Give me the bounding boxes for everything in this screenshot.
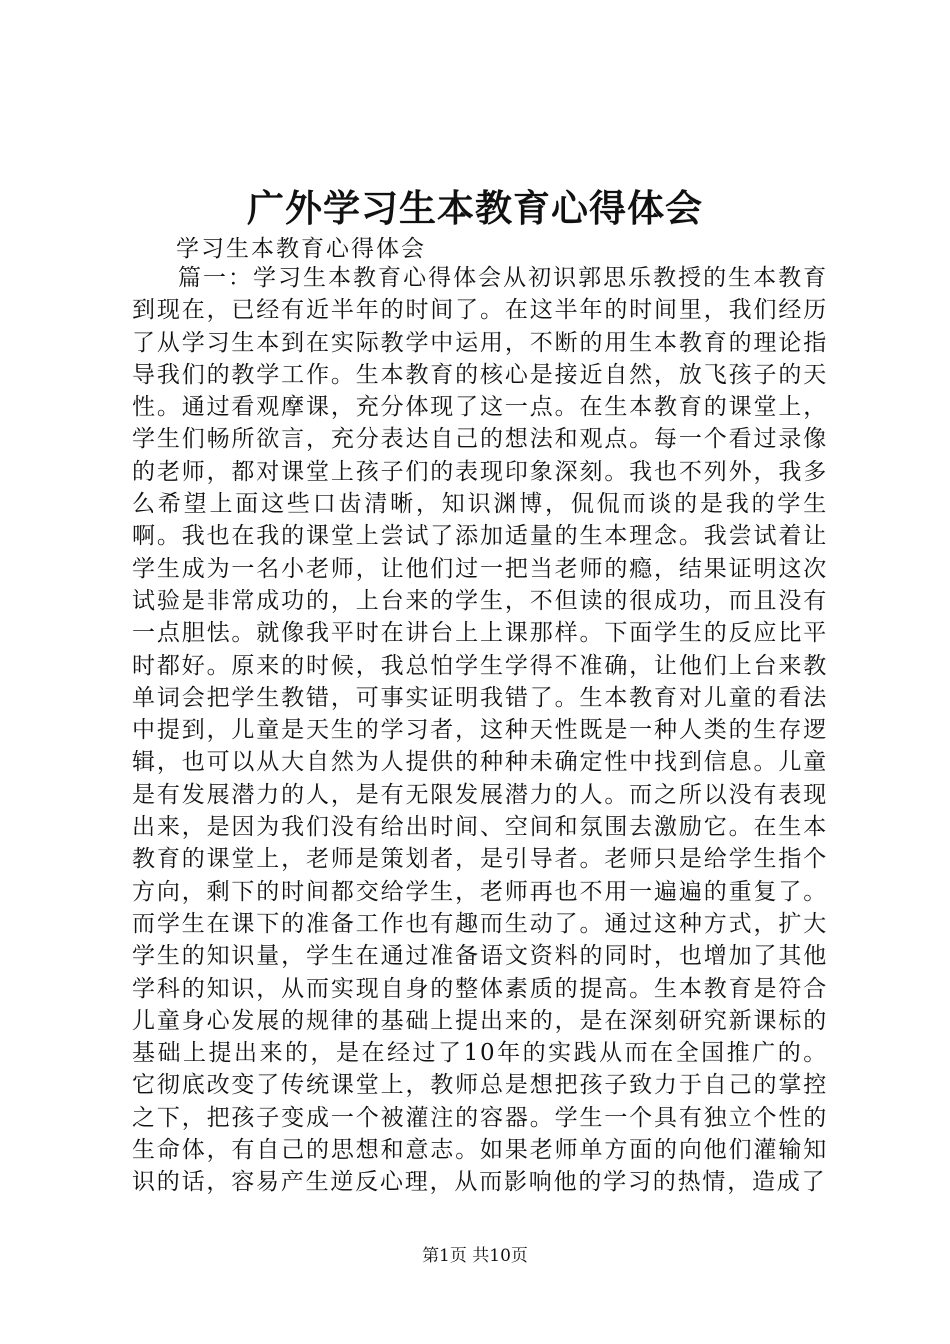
page-footer: 第1页 共10页: [422, 1246, 528, 1266]
document-title: 广外学习生本教育心得体会: [247, 186, 703, 230]
document-subheading: 学习生本教育心得体会: [176, 236, 426, 262]
body-paragraph: 篇一：学习生本教育心得体会从初识郭思乐教授的生本教育到现在，已经有近半年的时间了。在这半年的时间里，我们经历了从学习生本到在实际教学中运用，不断的用生本教育的理论指导我们的教学工作。生本教育的核心是接近自然，放飞孩子的天性。通过看观摩课，充分体现了这一点。在生本教育的课堂上，学生们畅所欲言，充分表达自己的想法和观点。每一个看过录像的老师，都对课堂上孩子们的表现印象深刻。我也不列外，我多么希望上面这些口齿清晰，知识渊博，侃侃而谈的是我的学生啊。我也在我的课堂上尝试了添加适量的生本理念。我尝试着让学生成为一名小老师，让他们过一把当老师的瘾，结果证明这次试验是非常成功的，上台来的学生，不但读的很成功，而且没有一点胆怯。就像我平时在讲台上上课那样。下面学生的反应比平时都好。原来的时候，我总怕学生学得不准确，让他们上台来教单词会把学生教错，可事实证明我错了。生本教育对儿童的看法中提到，儿童是天生的学习者，这种天性既是一种人类的生存逻辑，也可以从大自然为人提供的种种未确定性中找到信息。儿童是有发展潜力的人，是有无限发展潜力的人。而之所以没有表现出来，是因为我们没有给出时间、空间和氛围去激励它。在生本教育的课堂上，老师是策划者，是引导者。老师只是给学生指个方向，剩下的时间都交给学生，老师再也不用一遍遍的重复了。而学生在课下的准备工作也有趣而生动了。通过这种方式，扩大学生的知识量，学生在通过准备语文资料的同时，也增加了其他学科的知识，从而实现自身的整体素质的提高。生本教育是符合儿童身心发展的规律的基础上提出来的，是在深刻研究新课标的基础上提出来的，是在经过了10年的实践从而在全国推广的。它彻底改变了传统课堂上，教师总是想把孩子致力于自己的掌控之下，把孩子变成一个被灌注的容器。学生一个具有独立个性的生命体，有自己的思想和意志。如果老师单方面的向他们灌输知识的话，容易产生逆反心理，从而影响他的学习的热情，造成了: [132, 265, 828, 1196]
